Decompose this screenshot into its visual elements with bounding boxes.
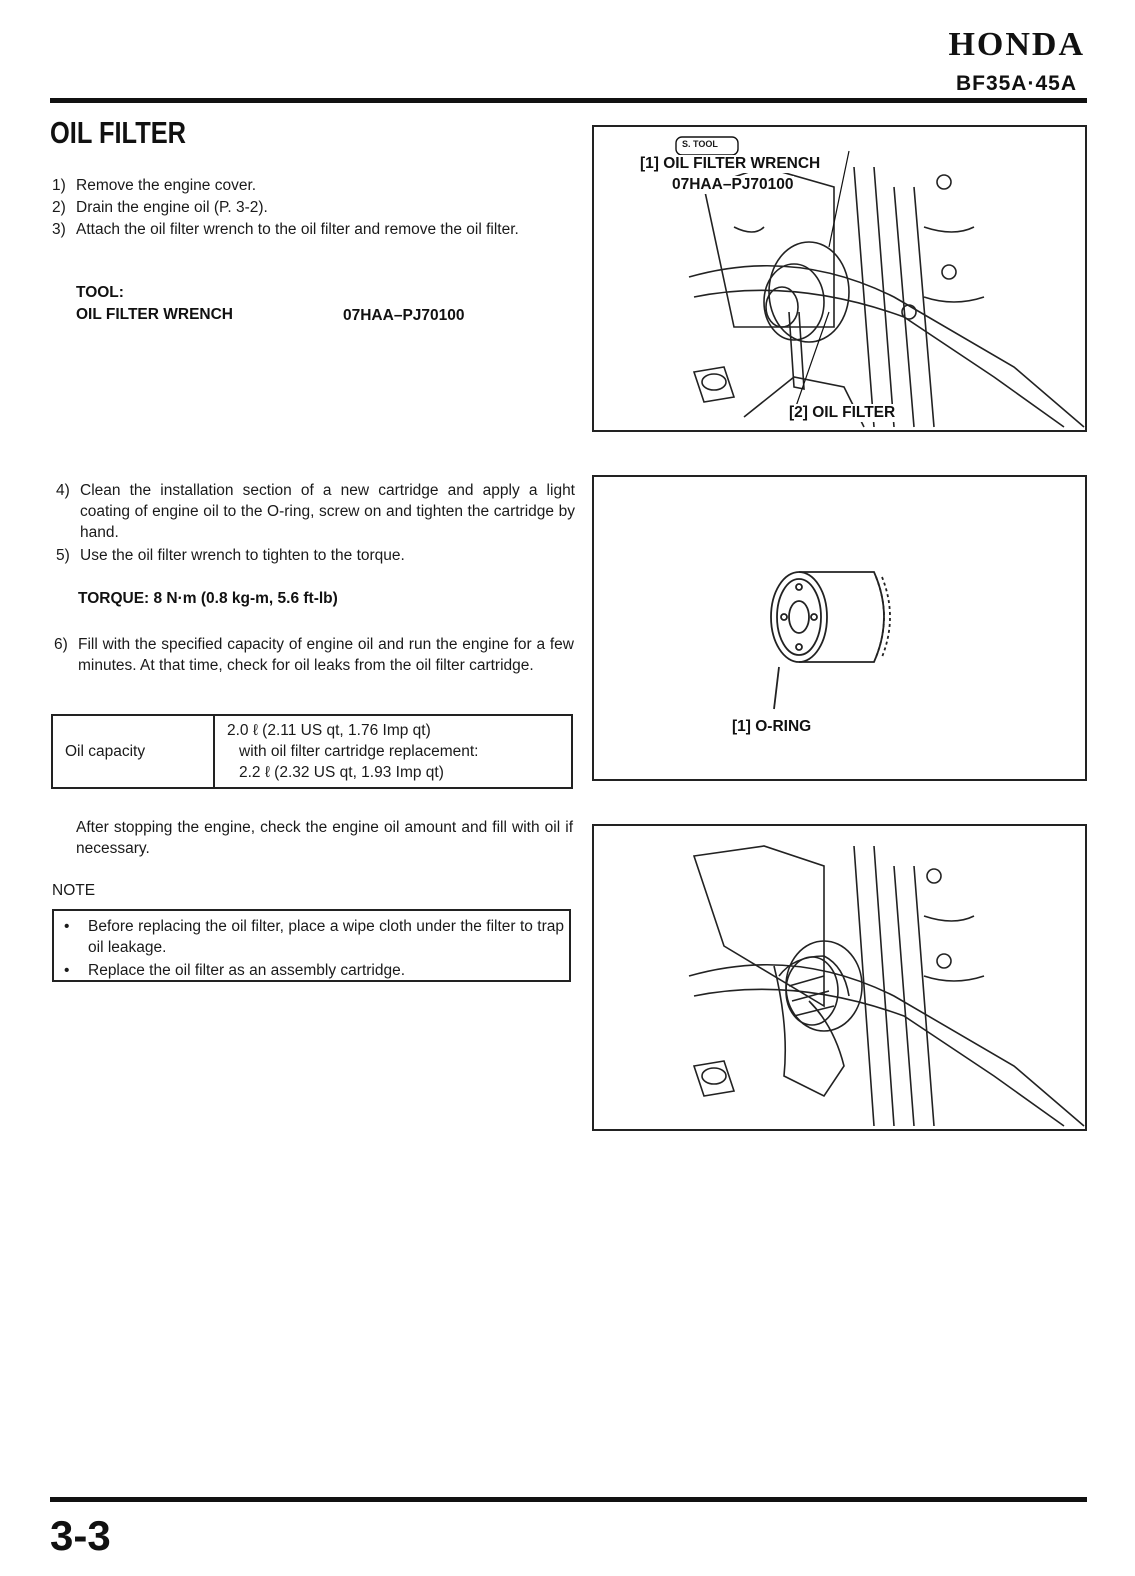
- capacity-line-3: 2.2 ℓ (2.32 US qt, 1.93 Imp qt): [239, 764, 444, 781]
- bullet: •: [64, 962, 70, 979]
- label-o-ring: [1] O-RING: [732, 718, 812, 735]
- step-text: Attach the oil filter wrench to the oil filter and remove the oil filter.: [76, 221, 519, 238]
- step-number: 4): [56, 482, 70, 499]
- oil-capacity-table: [51, 714, 573, 789]
- torque-spec: TORQUE: 8 N·m (0.8 kg-m, 5.6 ft-lb): [78, 590, 338, 607]
- capacity-line-2: with oil filter cartridge replacement:: [239, 743, 479, 760]
- figure-hand-tightening: [592, 824, 1087, 1131]
- note-heading: NOTE: [52, 882, 96, 899]
- step-text: Drain the engine oil (P. 3-2).: [76, 199, 268, 216]
- note-box: [52, 909, 571, 982]
- figure-o-ring: [592, 475, 1087, 781]
- header-rule: [50, 98, 1087, 103]
- label-oil-filter: [2] OIL FILTER: [789, 404, 896, 421]
- step-number: 2): [52, 199, 66, 216]
- tool-code: 07HAA–PJ70100: [343, 307, 465, 324]
- step-5: [56, 545, 575, 566]
- step-1: [52, 175, 571, 196]
- model-name: BF35A·45A: [955, 72, 1077, 95]
- step-number: 5): [56, 547, 70, 564]
- step-number: 6): [54, 636, 68, 653]
- step-number: 1): [52, 177, 66, 194]
- after-stop-paragraph: After stopping the engine, check the engine oil amount and fill with oil if necessary.: [76, 819, 573, 857]
- filter-cartridge-illustration: [594, 477, 1085, 779]
- tool-heading: TOOL:: [76, 284, 124, 301]
- step-text: Fill with the specified capacity of engine oil and run the engine for a few minutes. At that time, check for oil leaks from the oil filter cartridge.: [78, 636, 574, 674]
- page-number: 3-3: [50, 1512, 111, 1559]
- capacity-label: Oil capacity: [52, 715, 214, 788]
- step-2: [52, 197, 571, 218]
- after-stop-text: [76, 817, 573, 859]
- brand-logo: HONDA: [948, 26, 1085, 63]
- label-oil-filter-wrench: [1] OIL FILTER WRENCH: [640, 155, 821, 172]
- step-4: [56, 480, 575, 543]
- label-tool-code: 07HAA–PJ70100: [672, 176, 794, 193]
- note-item: [64, 960, 564, 981]
- step-number: 3): [52, 221, 66, 238]
- capacity-line-1: 2.0 ℓ (2.11 US qt, 1.76 Imp qt): [227, 722, 431, 739]
- capacity-values: [214, 715, 572, 788]
- figure-oil-filter-wrench: [592, 125, 1087, 432]
- special-tool-tag: S. TOOL: [682, 139, 718, 149]
- footer-rule: [50, 1497, 1087, 1502]
- bullet: •: [64, 918, 70, 935]
- step-text: Use the oil filter wrench to tighten to the torque.: [80, 547, 405, 564]
- section-title: OIL FILTER: [50, 115, 187, 150]
- step-6: [54, 634, 574, 676]
- note-item-text: Before replacing the oil filter, place a wipe cloth under the filter to trap oil leakage.: [88, 918, 564, 956]
- note-item-text: Replace the oil filter as an assembly cartridge.: [88, 962, 406, 979]
- tool-name: OIL FILTER WRENCH: [76, 306, 233, 323]
- hand-install-illustration: [594, 826, 1085, 1129]
- step-text: Remove the engine cover.: [76, 177, 257, 194]
- note-item: [64, 916, 564, 958]
- step-text: Clean the installation section of a new cartridge and apply a light coating of engine oil to the O-ring, screw on and tighten the cartridge by hand.: [80, 482, 575, 541]
- step-3: [52, 219, 571, 240]
